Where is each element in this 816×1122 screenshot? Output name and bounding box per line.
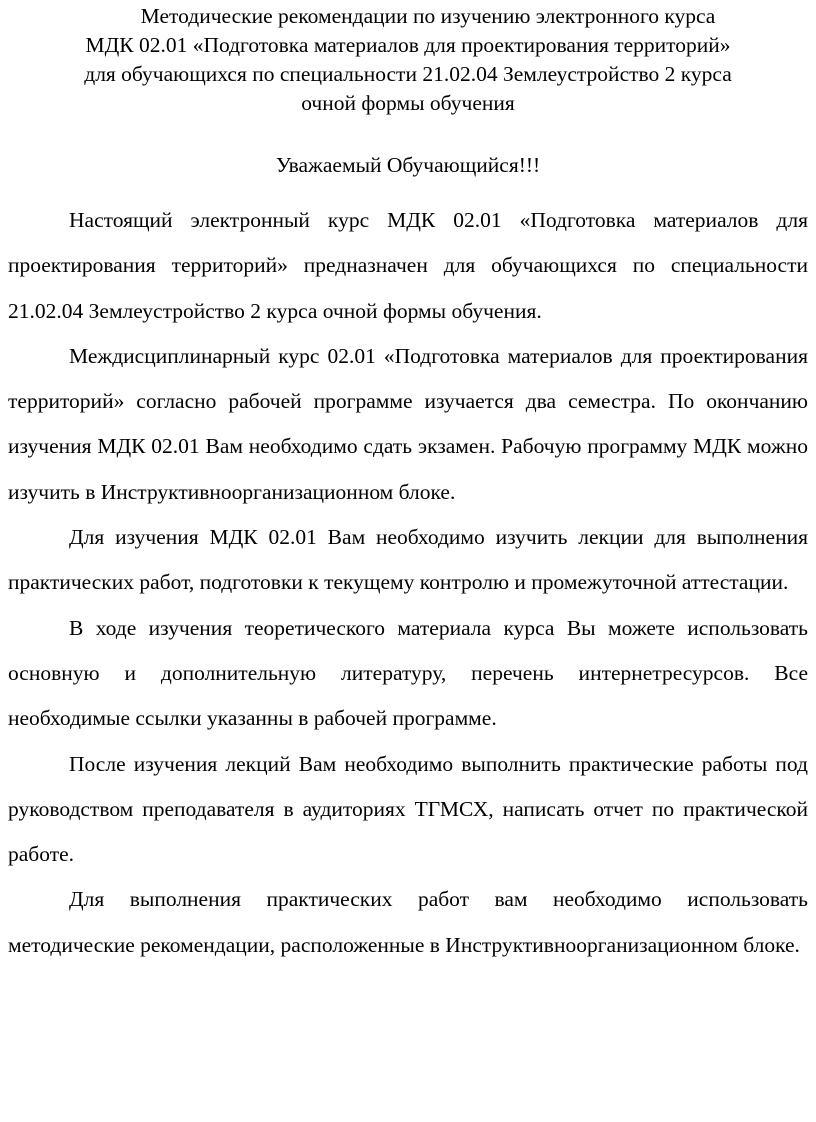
title-line: очной формы обучения xyxy=(301,91,515,115)
paragraph: После изучения лекций Вам необходимо выполнить практические работы под руководством преподавателя в аудиториях ТГМСХ, написать отчет по практической работе. xyxy=(8,751,808,867)
title-line: Методические рекомендации по изучению электронного курса xyxy=(140,4,716,28)
title-line: для обучающихся по специальности 21.02.04 Землеустройство 2 курса xyxy=(84,62,732,86)
document-page xyxy=(8,0,808,1122)
document-body xyxy=(8,198,808,968)
document-title xyxy=(8,2,808,118)
paragraph: Для изучения МДК 02.01 Вам необходимо изучить лекции для выполнения практических работ, подготовки к текущему контролю и промежуточной аттестации. xyxy=(8,525,808,595)
paragraph: Для выполнения практических работ вам необходимо использовать методические рекомендации, расположенные в Инструктивноорганизационном блоке. xyxy=(8,887,808,957)
paragraph: В ходе изучения теоретического материала курса Вы можете использовать основную и дополнительную литературу, перечень интернетресурсов. Все необходимые ссылки указанны в рабочей программе. xyxy=(8,615,808,731)
title-line: МДК 02.01 «Подготовка материалов для проектирования территорий» xyxy=(85,33,731,57)
paragraph: Междисциплинарный курс 02.01 «Подготовка материалов для проектирования территорий» согласно рабочей программе изучается два семестра. По окончанию изучения МДК 02.01 Вам необходимо сдать экзамен. Рабочую программу МДК можно изучить в Инструктивноорганизационном блоке. xyxy=(8,343,808,504)
greeting: Уважаемый Обучающийся!!! xyxy=(275,153,541,177)
paragraph: Настоящий электронный курс МДК 02.01 «Подготовка материалов для проектирования территорий» предназначен для обучающихся по специальности 21.02.04 Землеустройство 2 курса очной формы обучения. xyxy=(8,208,808,323)
